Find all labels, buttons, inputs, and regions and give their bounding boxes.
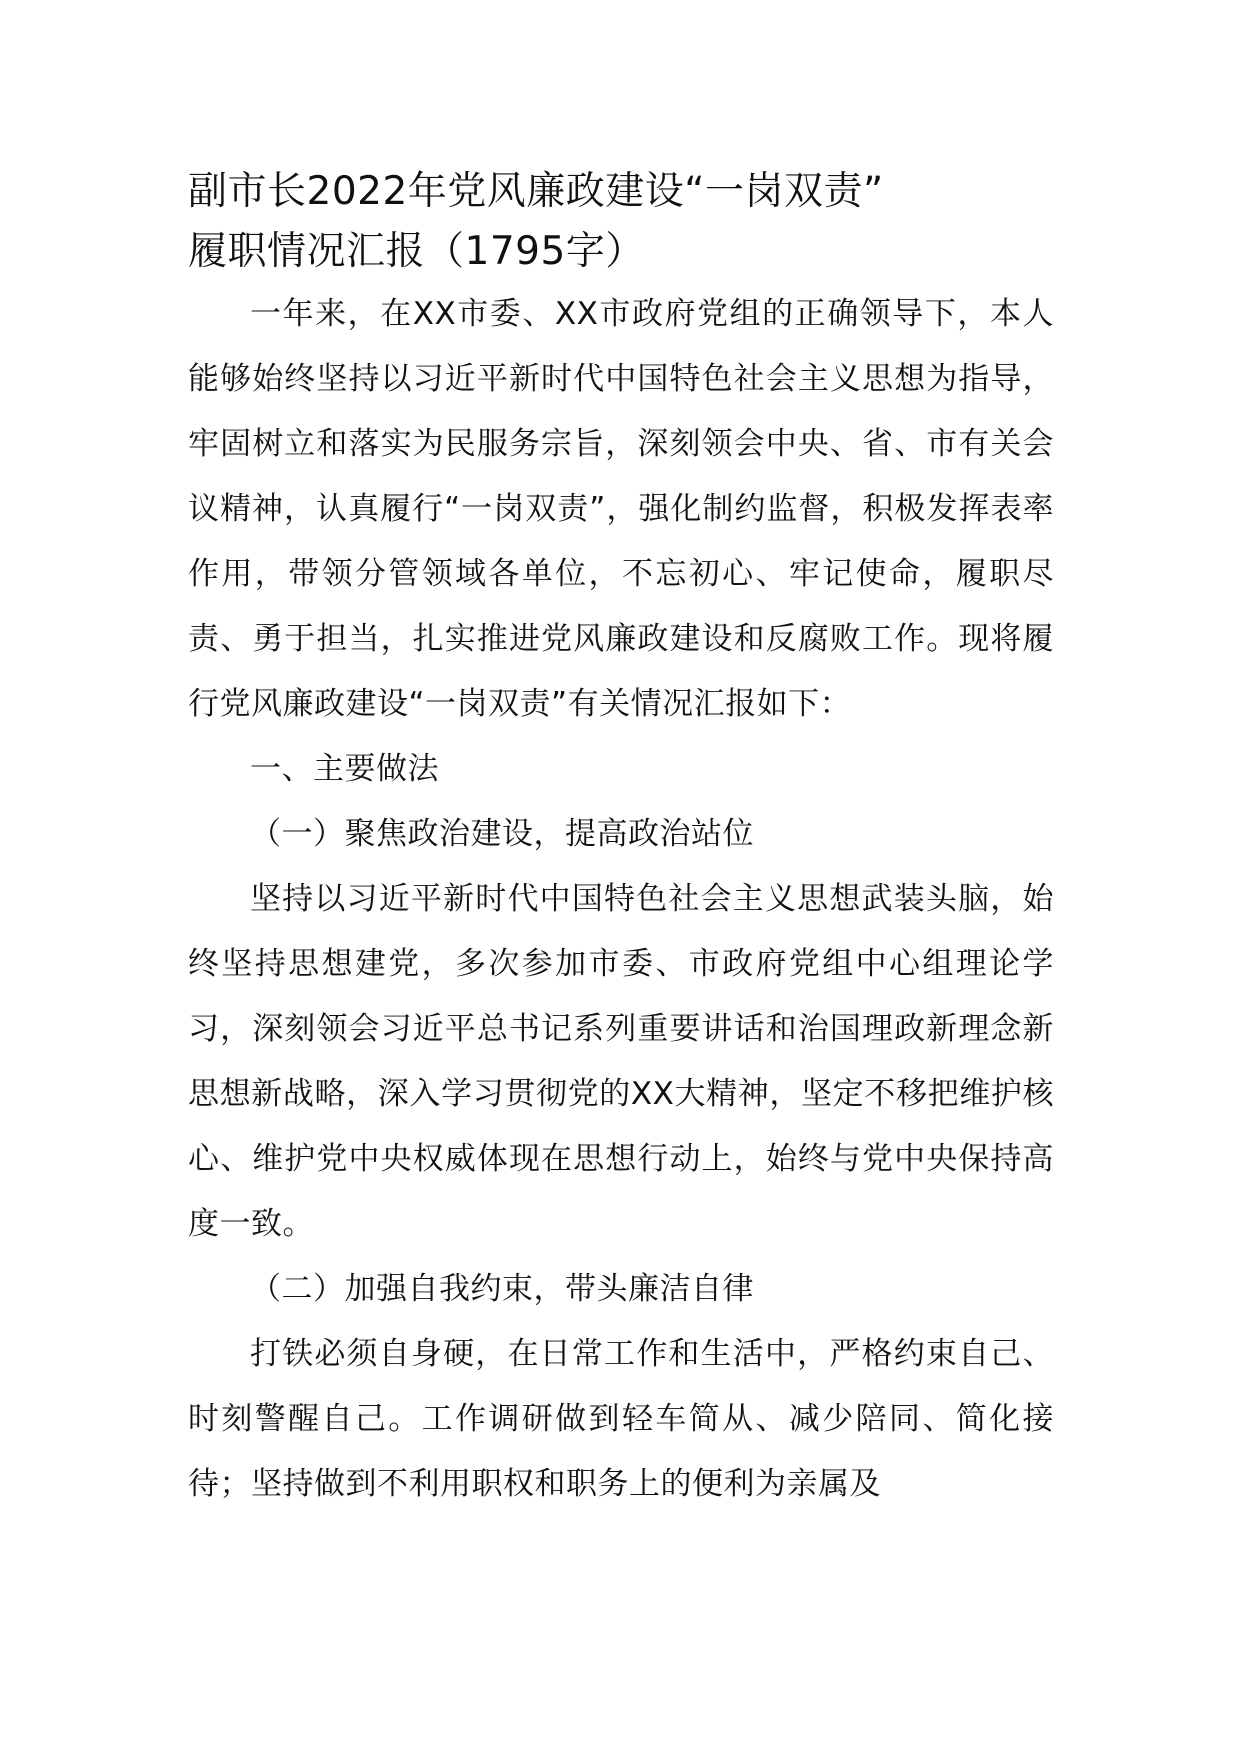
title-line-2: 履职情况汇报（1795字） <box>188 229 645 274</box>
document-title <box>188 162 1054 282</box>
title-line-1: 副市长2022年党风廉政建设“一岗双责” <box>188 169 884 214</box>
intro-paragraph: 一年来，在XX市委、XX市政府党组的正确领导下，本人能够始终坚持以习近平新时代中国特色社会主义思想为指导，牢固树立和落实为民服务宗旨，深刻领会中央、省、市有关会议精神，认真履行“一岗双责”，强化制约监督，积极发挥表率作用，带领分管领域各单位，不忘初心、牢记使命，履职尽责、勇于担当，扎实推进党风廉政建设和反腐败工作。现将履行党风廉政建设“一岗双责”有关情况汇报如下： <box>188 296 1054 722</box>
subsection-heading-self-discipline: （二）加强自我约束，带头廉洁自律 <box>250 1271 754 1307</box>
subsection-heading-political-building: （一）聚焦政治建设，提高政治站位 <box>250 816 754 852</box>
political-building-paragraph: 坚持以习近平新时代中国特色社会主义思想武装头脑，始终坚持思想建党，多次参加市委、市政府党组中心组理论学习，深刻领会习近平总书记系列重要讲话和治国理政新理念新思想新战略，深入学习贯彻党的XX大精神，坚定不移把维护核心、维护党中央权威体现在思想行动上，始终与党中央保持高度一致。 <box>188 881 1054 1242</box>
document-body <box>188 162 1054 1517</box>
self-discipline-paragraph: 打铁必须自身硬，在日常工作和生活中，严格约束自己、时刻警醒自己。工作调研做到轻车简从、减少陪同、简化接待；坚持做到不利用职权和职务上的便利为亲属及 <box>188 1336 1054 1502</box>
section-heading-main-practices: 一、主要做法 <box>250 751 439 787</box>
